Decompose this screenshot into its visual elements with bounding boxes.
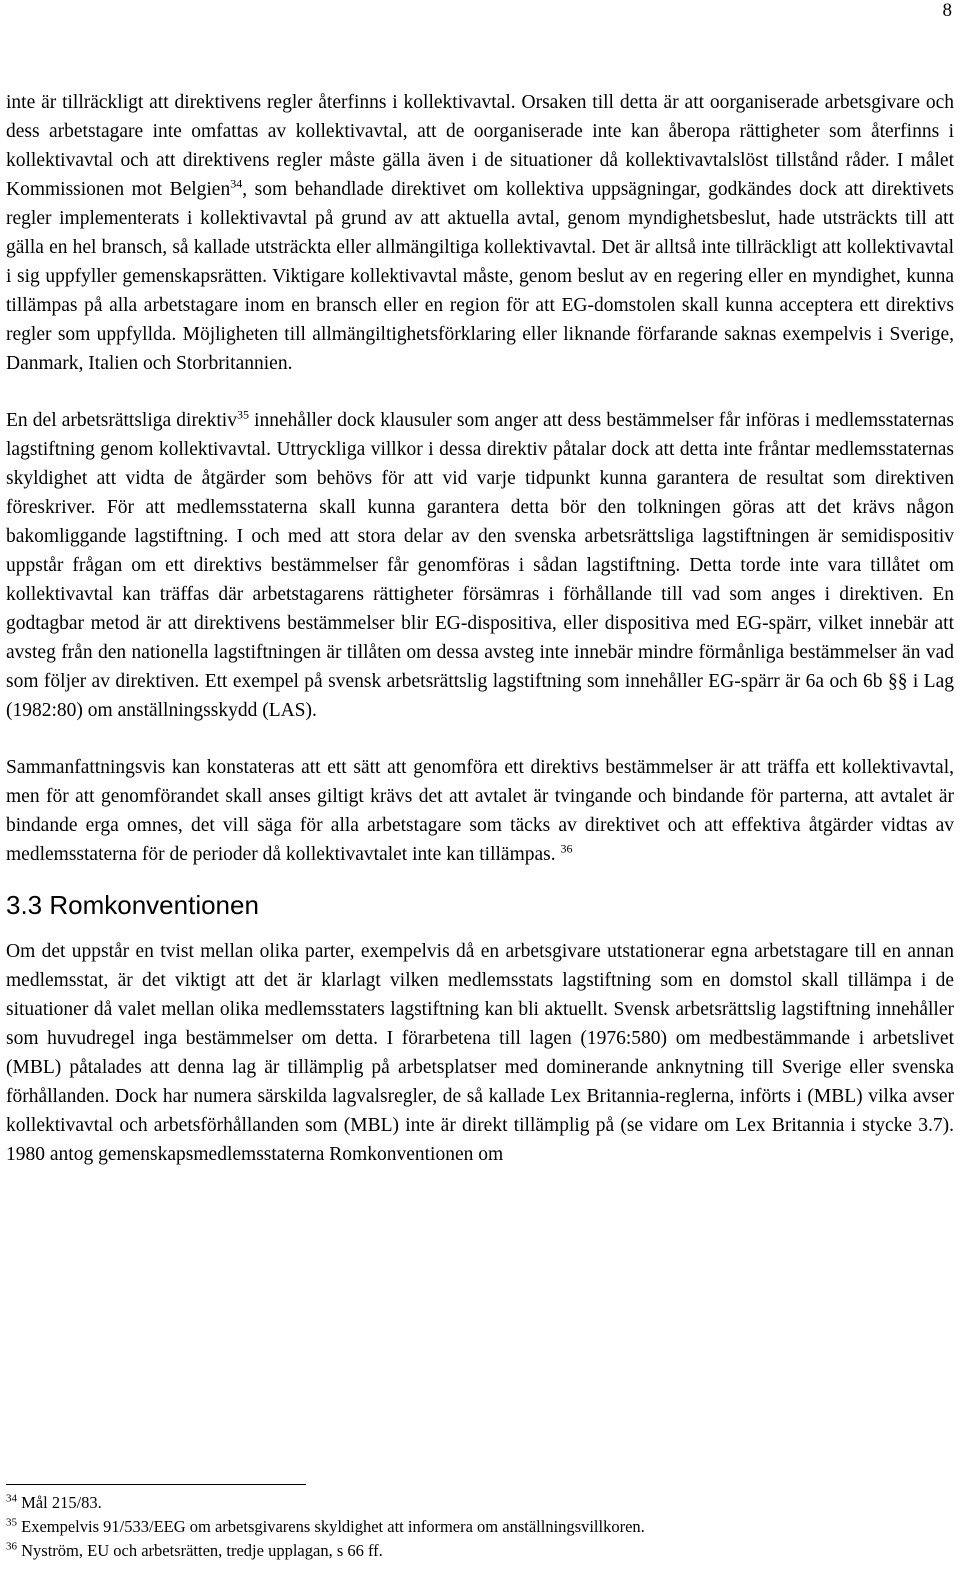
footnote-ref-35[interactable]: 35: [236, 407, 249, 422]
footnote-number: 35: [6, 1516, 17, 1529]
footnote-text: Exempelvis 91/533/EEG om arbetsgivarens skyldighet att informera om anställningsvillkoren.: [21, 1517, 645, 1536]
paragraph-2-text-a: En del arbetsrättsliga direktiv: [6, 410, 237, 431]
footnote-ref-36[interactable]: 36: [560, 841, 573, 856]
paragraph-2-text-b: innehåller dock klausuler som anger att dess bestämmelser får införas i medlemsstaternas lagstiftning genom kollektivavtal. Uttryckliga villkor i dessa direktiv påtalar dock att detta inte fråntar medlemsstaternas skyldighet att vidta de åtgärder som behövs för att vid varje tidpunkt kunna garantera de resultat som direktiven föreskriver. För att medlemsstaterna skall kunna garantera detta bör den tolkningen göras att det krävs någon bakomliggande lagstiftning. I och med att stora delar av den svenska arbetsrättsliga lagstiftningen är semidispositiv uppstår frågan om ett direktivs bestämmelser får genomföras i sådan lagstiftning. Detta torde inte vara tillåtet om kollektivavtal kan träffas där arbetstagarens rättigheter försämras i förhållande till vad som anges i direktiven. En godtagbar metod är att direktivens bestämmelser blir EG-dispositiva, eller dispositiva med EG-spärr, vilket innebär att avsteg från den nationella lagstiftningen är tillåten om dessa avsteg inte innebär mindre förmånliga bestämmelser än vad som följer av direktiven. Ett exempel på svensk arbetsrättslig lagstiftning som innehåller EG-spärr är 6a och 6b §§ i Lag (1982:80) om anställningsskydd (LAS).: [6, 410, 954, 721]
paragraph-3-text: Sammanfattningsvis kan konstateras att ett sätt att genomföra ett direktivs bestämmelser är att träffa ett kollektivavtal, men för att genomförandet skall anses giltigt krävs det att avtalet är tvingande och bindande för parterna, att avtalet är bindande erga omnes, det vill säga för alla arbetstagare som täcks av direktivet och att effektiva åtgärder vidtas av medlemsstaterna för de perioder då kollektivavtalet inte kan tillämpas.: [6, 757, 954, 865]
footnote-text: Mål 215/83.: [21, 1493, 102, 1512]
footnote-35: [6, 1515, 954, 1539]
footnote-separator: [6, 1484, 306, 1485]
footnotes: [6, 1491, 954, 1563]
paragraph-4: Om det uppstår en tvist mellan olika parter, exempelvis då en arbetsgivare utstationerar egna arbetstagare till en annan medlemsstat, är det viktigt att det är klarlagt vilken medlemsstats lagstiftning som en domstol skall tillämpa i de situationer då valet mellan olika medlemsstaters lagstiftning kan bli aktuellt. Svensk arbetsrättslig lagstiftning innehåller som huvudregel inga bestämmelser om detta. I förarbetena till lagen (1976:580) om medbestämmande i arbetslivet (MBL) påtalades att denna lag är tillämplig på arbetsplatser med dominerande anknytning till Sverige eller svenska förhållanden. Dock har numera särskilda lagvalsregler, de så kallade Lex Britannia-reglerna, införts i (MBL) vilka avser kollektivavtal och arbetsförhållanden som (MBL) inte är direkt tillämplig på (se vidare om Lex Britannia i stycke 3.7). 1980 antog gemenskapsmedlemsstaterna Romkonventionen om: [6, 941, 954, 1165]
footnote-number: 36: [6, 1540, 17, 1553]
paragraph-1-text-a: inte är tillräckligt att direktivens regler återfinns i kollektivavtal. Orsaken till detta är att oorganiserade arbetsgivare och dess arbetstagare inte omfattas av kollektivavtal, att de oorganiserade inte kan åberopa rättigheter som återfinns i kollektivavtal och att direktivens regler måste gälla även i de situationer då kollektivavtalslöst tillstånd råder. I målet Kommissionen mot Belgien: [6, 92, 954, 200]
footnote-34: [6, 1491, 954, 1515]
footnote-number: 34: [6, 1492, 17, 1505]
paragraph-1: [6, 88, 954, 378]
section-heading: 3.3 Romkonventionen: [6, 890, 259, 920]
footnote-36: [6, 1539, 954, 1563]
document-body: [6, 88, 954, 1169]
footnote-ref-34[interactable]: 34: [230, 176, 243, 191]
paragraph-3: [6, 753, 954, 869]
footnote-text: Nyström, EU och arbetsrätten, tredje upplagan, s 66 ff.: [21, 1541, 383, 1560]
page-number: 8: [942, 0, 952, 21]
paragraph-2: [6, 406, 954, 725]
paragraph-1-text-b: , som behandlade direktivet om kollektiva uppsägningar, godkändes dock att direktivets regler implementerats i kollektivavtal på grund av att aktuella avtal, genom myndighetsbeslut, hade utsträckts till att gälla en hel bransch, så kallade utsträckta eller allmängiltiga kollektivavtal. Det är alltså inte tillräckligt att kollektivavtal i sig uppfyller gemenskapsrätten. Viktigare kollektivavtal måste, genom beslut av en regering eller en myndighet, kunna tillämpas på alla arbetstagare inom en bransch eller en region för att EG-domstolen skall kunna acceptera ett direktivs regler som uppfyllda. Möjligheten till allmängiltighetsförklaring eller liknande förfarande saknas exempelvis i Sverige, Danmark, Italien och Storbritannien.: [6, 179, 954, 374]
